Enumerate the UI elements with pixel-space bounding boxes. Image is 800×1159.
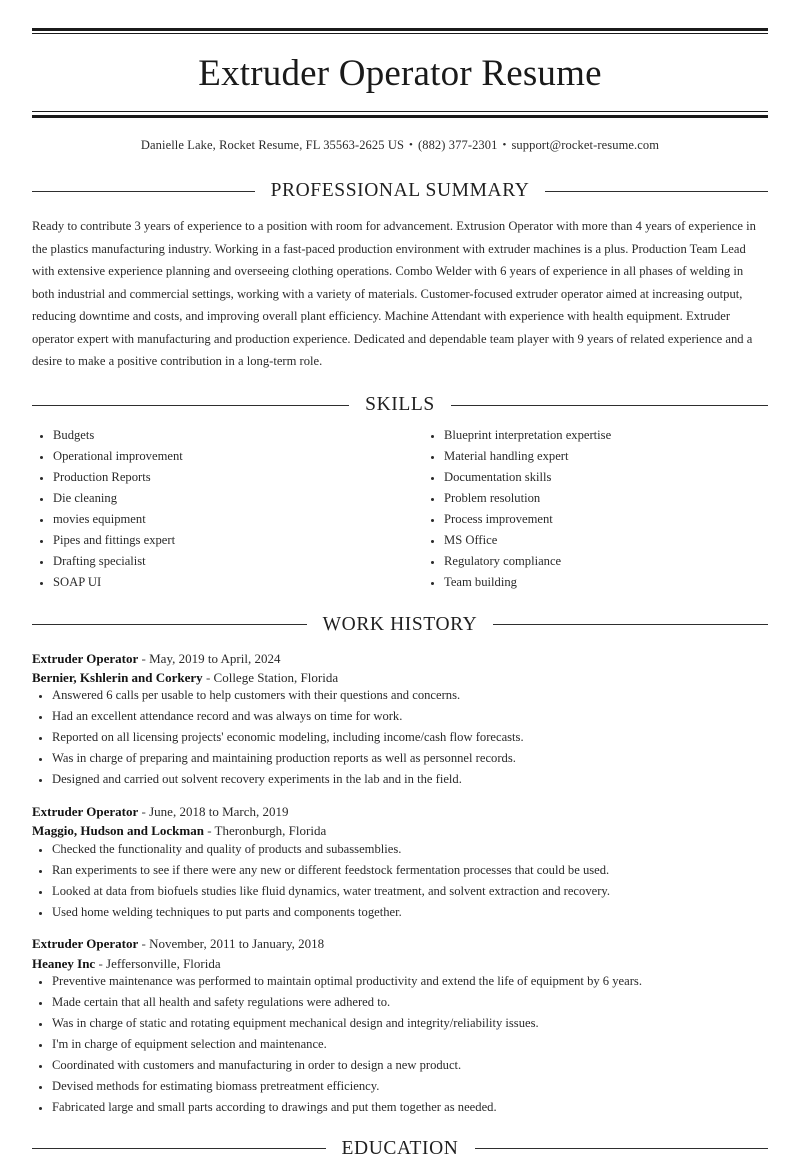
job-bullet: Reported on all licensing projects' economic modeling, including income/cash flow forecasts. [32, 729, 768, 747]
section-title-education: EDUCATION [341, 1137, 459, 1159]
job-bullet: Was in charge of preparing and maintaining production reports as well as personnel records. [32, 750, 768, 768]
contact-phone: (882) 377-2301 [417, 138, 498, 152]
skill-item: Material handling expert [424, 448, 768, 466]
skill-item: Pipes and fittings expert [32, 532, 400, 550]
work-history-entry [32, 649, 768, 789]
job-company-dash: - [203, 823, 215, 839]
header-top-rules [32, 0, 768, 34]
job-bullet: I'm in charge of equipment selection and maintenance. [32, 1036, 768, 1054]
skills-column-right [400, 427, 768, 595]
job-company: Maggio, Hudson and Lockman [32, 823, 204, 839]
section-rule-left [32, 191, 255, 192]
section-header-professional-summary [32, 181, 768, 201]
section-rule-right [451, 405, 768, 406]
section-rule-left [32, 405, 349, 406]
section-header-education [32, 1139, 768, 1159]
section-rule-right [545, 191, 768, 192]
contact-separator-1: • [409, 139, 413, 151]
section-title-skills: SKILLS [365, 394, 435, 416]
professional-summary-text: Ready to contribute 3 years of experience to a position with room for advancement. Extrusion Operator with more than 4 years of experience in the plastics manufacturing industry. Working in a fast-paced production environment with extruder machines is a plus. Production Team Lead with extensive experience planning and overseeing clothing operations. Combo Welder with 6 years of experience in all phases of welding in both industrial and commercial settings, working with a variety of materials. Customer-focused extruder operator aimed at increasing output, reducing downtime and costs, and improving overall plant efficiency. Machine Attendant with experience with health equipment. Extruder operator expert with manufacturing and production experience. Dedicated and dependable team player with 9 years of related experience and a desire to make a positive contribution in a long-term role. [32, 219, 756, 368]
job-bullet: Had an excellent attendance record and was always on time for work. [32, 708, 768, 726]
header-bottom-rules [32, 111, 768, 118]
job-bullet: Devised methods for estimating biomass pretreatment efficiency. [32, 1078, 768, 1096]
skill-item: Operational improvement [32, 448, 400, 466]
contact-separator-2: • [502, 139, 507, 151]
page-title: Extruder Operator Resume [198, 53, 602, 94]
job-company-dash: - [202, 670, 214, 686]
job-title: Extruder Operator [32, 651, 139, 666]
job-location: Jeffersonville, Florida [106, 955, 221, 971]
skill-item: Regulatory compliance [424, 553, 768, 571]
section-header-work-history [32, 615, 768, 635]
job-bullet: Used home welding techniques to put parts and components together. [32, 904, 768, 922]
skill-item: Process improvement [424, 511, 768, 529]
skills-list-right [424, 427, 768, 592]
skill-item: Production Reports [32, 469, 400, 487]
job-bullet-list [32, 687, 768, 789]
job-company: Heaney Inc [32, 955, 96, 971]
job-location: Theronburgh, Florida [214, 823, 327, 839]
work-history-entry [32, 934, 768, 1116]
job-company: Bernier, Kshlerin and Corkery [32, 670, 203, 686]
skill-item: Problem resolution [424, 490, 768, 508]
contact-email: support@rocket-resume.com [511, 138, 660, 152]
job-title-dash: - [138, 936, 150, 952]
section-title-professional-summary: PROFESSIONAL SUMMARY [270, 180, 530, 201]
skills-column-left [32, 427, 400, 595]
skill-item: Documentation skills [424, 469, 768, 487]
job-company-dash: - [95, 955, 107, 971]
skills-columns [32, 427, 768, 595]
section-rule-left [32, 1148, 326, 1149]
job-company-line [32, 821, 768, 840]
job-bullet-list [32, 841, 768, 922]
job-title-line [32, 934, 768, 953]
job-company-line [32, 668, 768, 687]
section-rule-left [32, 624, 307, 625]
job-bullet: Was in charge of static and rotating equipment mechanical design and integrity/reliability issues. [32, 1015, 768, 1033]
job-bullet: Preventive maintenance was performed to maintain optimal productivity and extend the life of equipment by 6 years. [32, 973, 768, 991]
job-dates: November, 2011 to January, 2018 [149, 936, 325, 952]
job-bullet: Made certain that all health and safety regulations were adhered to. [32, 994, 768, 1012]
skill-item: Budgets [32, 427, 400, 445]
skill-item: Drafting specialist [32, 553, 400, 571]
skill-item: SOAP UI [32, 574, 400, 592]
job-location: College Station, Florida [213, 670, 339, 686]
job-company-line [32, 954, 768, 973]
work-history-entry [32, 802, 768, 921]
job-title: Extruder Operator [32, 804, 139, 820]
job-title-line [32, 802, 768, 821]
job-dates: May, 2019 to April, 2024 [149, 651, 281, 666]
job-bullet: Answered 6 calls per usable to help customers with their questions and concerns. [32, 687, 768, 705]
job-bullet: Designed and carried out solvent recovery experiments in the lab and in the field. [32, 771, 768, 789]
skill-item: Blueprint interpretation expertise [424, 427, 768, 445]
section-rule-right [493, 624, 768, 625]
skills-list-left [32, 427, 400, 592]
job-bullet: Fabricated large and small parts according to drawings and put them together as needed. [32, 1099, 768, 1117]
skill-item: movies equipment [32, 511, 400, 529]
skill-item: MS Office [424, 532, 768, 550]
job-bullet: Checked the functionality and quality of products and subassemblies. [32, 841, 768, 859]
job-bullet: Looked at data from biofuels studies like fluid dynamics, water treatment, and solvent extraction and recovery. [32, 883, 768, 901]
contact-line [32, 118, 768, 153]
job-title-dash: - [138, 804, 150, 820]
section-title-work-history: WORK HISTORY [322, 613, 478, 635]
contact-address: Danielle Lake, Rocket Resume, FL 35563-2625 US [140, 138, 405, 152]
job-bullet: Coordinated with customers and manufacturing in order to design a new product. [32, 1057, 768, 1075]
job-title-line [32, 649, 768, 668]
section-header-skills [32, 395, 768, 415]
skill-item: Die cleaning [32, 490, 400, 508]
skill-item: Team building [424, 574, 768, 592]
job-title-dash: - [138, 651, 150, 666]
section-rule-right [475, 1148, 769, 1149]
job-bullet-list [32, 973, 768, 1117]
job-bullet: Ran experiments to see if there were any new or different feedstock fermentation processes that could be used. [32, 862, 768, 880]
job-dates: June, 2018 to March, 2019 [149, 804, 289, 820]
job-title: Extruder Operator [32, 936, 139, 952]
work-history-list [32, 649, 768, 1117]
